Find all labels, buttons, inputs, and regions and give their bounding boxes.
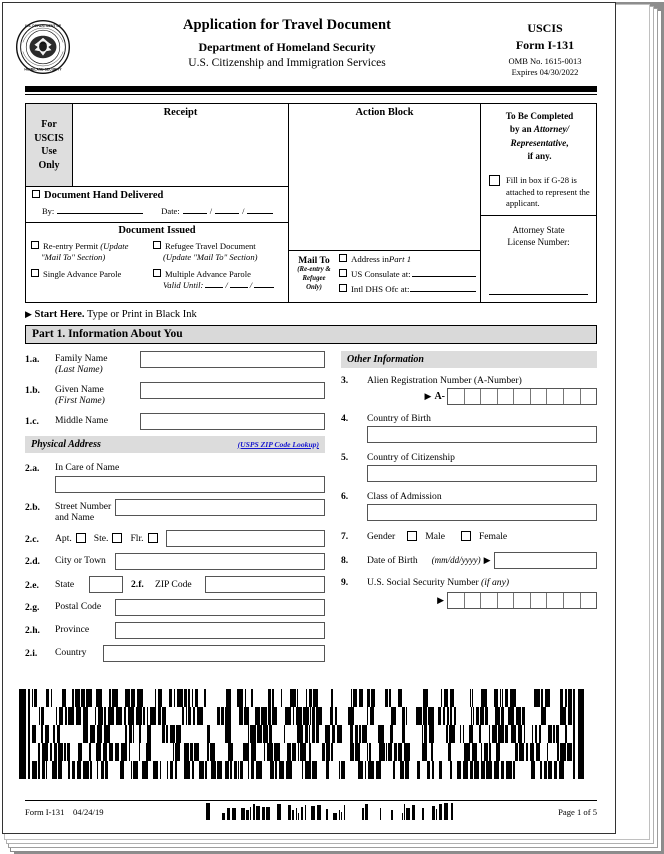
right-column — [325, 351, 597, 668]
apt-checkbox[interactable] — [76, 533, 86, 543]
mail-to-options — [336, 254, 476, 299]
multiple-advance-parole-label: Multiple Advance Parole — [165, 269, 251, 280]
field-given-name-number: 1.b. — [25, 384, 40, 396]
other-information-subheading — [341, 351, 597, 368]
us-consulate-label: US Consulate at: — [351, 268, 411, 279]
field-city-input[interactable] — [115, 553, 325, 570]
for-use-line-4: Only — [38, 159, 60, 171]
gender-male-label: Male — [425, 530, 445, 542]
field-state-zip — [25, 576, 325, 593]
field-family-name-input[interactable] — [140, 351, 325, 368]
field-apt-number: 2.c. — [25, 534, 39, 546]
hand-delivered-checkbox[interactable] — [32, 190, 40, 198]
field-zip-input[interactable] — [205, 576, 325, 593]
field-in-care-of-name — [25, 460, 325, 493]
attorney-license-line-2: License Number: — [507, 237, 570, 248]
apt-ste-flr-group — [55, 533, 162, 545]
start-here-rest: Type or Print in Black Ink — [86, 308, 197, 320]
valid-until-sep-1: / — [225, 280, 228, 291]
footer-revision-date: 04/24/19 — [72, 806, 104, 817]
attorney-heading — [489, 110, 590, 163]
field-class-of-admission-label-row — [341, 491, 597, 502]
pdf417-barcode-icon — [19, 689, 589, 779]
field-city-label: City or Town — [55, 554, 106, 566]
receipt-row — [26, 104, 288, 187]
attorney-license-input[interactable] — [489, 294, 588, 295]
us-consulate-input[interactable] — [412, 276, 476, 277]
header-rule-thin — [25, 94, 597, 95]
page-title: Application for Travel Document — [182, 17, 392, 33]
agency-name: Department of Homeland Security — [198, 40, 376, 54]
footer-barcode-container — [104, 803, 559, 820]
field-middle-name-number: 1.c. — [25, 415, 39, 427]
reentry-permit-checkbox[interactable] — [31, 241, 39, 249]
field-city-number: 2.d. — [25, 555, 40, 567]
footer-form-id — [25, 807, 104, 817]
field-country-number: 2.i. — [25, 647, 38, 659]
expiration-date: Expires 04/30/2022 — [511, 67, 579, 77]
field-middle-name-input[interactable] — [140, 413, 325, 430]
valid-until-month-input[interactable] — [205, 287, 223, 288]
field-in-care-of-input[interactable] — [55, 476, 325, 493]
field-ssn-input[interactable] — [447, 592, 597, 609]
form-number: Form I-131 — [515, 38, 575, 52]
date-sep-2: / — [242, 206, 245, 216]
address-in-part1-checkbox[interactable] — [339, 254, 347, 262]
physical-address-label: Physical Address — [31, 438, 101, 450]
attorney-heading-line-2-pre: by an — [509, 124, 534, 135]
field-ssn-input-row — [341, 592, 597, 609]
field-middle-name-label: Middle Name — [55, 414, 109, 426]
footer-form-number: Form I-131 — [25, 806, 65, 817]
field-street-number-name — [25, 499, 325, 524]
g28-attached-option[interactable] — [489, 175, 590, 209]
reentry-permit-note-2: "Mail To" Section) — [41, 251, 106, 262]
field-street-number: 2.b. — [25, 501, 40, 513]
document-issued-label: Document Issued — [118, 225, 196, 236]
mail-to-option-address-part1[interactable] — [339, 254, 476, 264]
refugee-travel-document-note: (Update "Mail To" Section) — [163, 251, 258, 262]
field-in-care-of-number: 2.a. — [25, 462, 40, 474]
valid-until-year-input[interactable] — [254, 287, 274, 288]
by-label: By: — [42, 206, 55, 216]
gender-female-checkbox[interactable] — [461, 531, 471, 541]
a-number-prefix: A- — [434, 390, 445, 402]
mail-to-section — [289, 251, 480, 302]
reentry-permit-note-1: (Update — [100, 241, 129, 251]
date-month-input[interactable] — [183, 213, 207, 214]
attorney-license-line-1: Attorney State — [512, 224, 565, 235]
gender-female-label: Female — [478, 530, 508, 542]
header-titles — [89, 13, 485, 69]
field-country-of-citizenship-label-row — [341, 452, 597, 463]
for-uscis-use-only-label — [26, 104, 73, 186]
field-class-of-admission-number: 6. — [341, 490, 349, 502]
us-consulate-checkbox[interactable] — [339, 269, 347, 277]
field-ssn-number: 9. — [341, 576, 349, 588]
mail-to-label-group — [292, 254, 336, 299]
a-number-arrow-icon: ▶ — [424, 390, 432, 401]
for-use-line-2: USCIS — [34, 132, 64, 144]
attorney-heading-section — [481, 104, 596, 216]
field-class-of-admission-input[interactable] — [367, 504, 597, 521]
attorney-license-section — [481, 216, 596, 302]
mail-to-sub-2: Refugee — [302, 274, 326, 282]
field-class-of-admission-label: Class of Admission — [367, 490, 442, 502]
refugee-travel-document-option[interactable] — [153, 241, 283, 262]
physical-address-subheading — [25, 436, 325, 453]
valid-until-label: Valid Until: — [163, 280, 204, 291]
flr-label: Flr. — [130, 532, 144, 544]
document-hand-delivered-row — [26, 187, 288, 223]
field-middle-name — [25, 413, 325, 430]
attorney-heading-line-3-em: Representative — [510, 137, 567, 148]
field-gender — [341, 531, 597, 542]
field-zip-number: 2.f. — [131, 578, 144, 590]
field-country-label: Country — [55, 646, 87, 658]
usps-zip-lookup-link[interactable]: (USPS ZIP Code Lookup) — [237, 439, 319, 449]
g28-attached-checkbox[interactable] — [489, 175, 500, 186]
gender-label: Gender — [367, 530, 396, 542]
date-day-input[interactable] — [215, 213, 239, 214]
field-family-name — [25, 351, 325, 376]
address-in-part1-label: Address in — [351, 253, 389, 264]
reentry-permit-option[interactable] — [31, 241, 153, 262]
header-form-meta — [485, 13, 605, 77]
field-given-name-label-2: (First Name) — [55, 395, 105, 407]
issuer-label: USCIS — [527, 21, 563, 35]
date-of-birth-arrow-icon: ▶ — [483, 554, 491, 565]
field-date-of-birth — [341, 552, 597, 569]
start-here-instruction — [25, 309, 597, 320]
field-family-name-number: 1.a. — [25, 353, 40, 365]
attorney-heading-line-1: To Be Completed — [505, 111, 574, 121]
field-apt-ste-flr — [25, 530, 325, 547]
footer-barcode-icon — [206, 803, 456, 820]
form-header — [3, 3, 615, 80]
field-country-of-birth-number: 4. — [341, 412, 349, 424]
field-apt-input[interactable] — [166, 530, 325, 547]
field-given-name-input[interactable] — [140, 382, 325, 399]
action-block-area[interactable] — [289, 104, 480, 251]
start-here-arrow-icon: ▶ — [25, 308, 32, 319]
gender-male-checkbox[interactable] — [407, 531, 417, 541]
svg-text:U.S. DEPARTMENT OF: U.S. DEPARTMENT OF — [24, 23, 62, 28]
mail-to-sub-1: (Re-entry & — [297, 265, 331, 273]
field-street-label-2: and Name — [55, 512, 95, 524]
field-family-name-label — [55, 351, 140, 376]
field-ssn-label-emphasis: (if any) — [481, 576, 510, 588]
omb-number: OMB No. 1615-0013 — [508, 56, 582, 66]
field-date-of-birth-number: 8. — [341, 554, 349, 566]
document-issued-section — [26, 223, 288, 302]
attorney-block-column — [480, 104, 596, 302]
form-footer — [25, 803, 597, 820]
part-1-heading: Part 1. Information About You — [25, 325, 597, 344]
multiple-advance-parole-option[interactable] — [153, 269, 283, 290]
mail-to-option-intl-dhs[interactable] — [339, 284, 476, 294]
field-state-label: State — [55, 578, 75, 590]
refugee-travel-document-label: Refugee Travel Document — [165, 241, 256, 251]
intl-dhs-office-label: Intl DHS Ofc at: — [351, 283, 410, 294]
field-country-of-birth-label-row — [341, 413, 597, 424]
seal-container — [15, 13, 89, 80]
dhs-seal-icon — [15, 19, 71, 75]
date-sep-1: / — [209, 206, 213, 216]
single-advance-parole-option[interactable] — [31, 269, 153, 280]
attorney-license-label — [489, 224, 588, 249]
address-in-part1-emphasis: Part 1 — [388, 253, 412, 264]
field-ssn-label-text: U.S. Social Security Number — [367, 576, 482, 588]
field-postal-input[interactable] — [115, 599, 325, 616]
field-country-of-citizenship-number: 5. — [341, 451, 349, 463]
field-a-number-label: Alien Registration Number (A-Number) — [367, 374, 522, 386]
field-postal-label: Postal Code — [55, 600, 102, 612]
hand-delivered-checkbox-row[interactable] — [32, 190, 282, 201]
mail-to-label: Mail To — [298, 255, 330, 266]
hand-delivered-by-date-row — [32, 206, 282, 216]
header-rule-thick — [25, 86, 597, 92]
form-page — [2, 2, 616, 834]
form-barcode — [19, 689, 589, 779]
receipt-label: Receipt — [163, 107, 198, 118]
field-country-of-citizenship-input[interactable] — [367, 465, 597, 482]
receipt-column — [26, 104, 288, 302]
single-advance-parole-label: Single Advance Parole — [43, 269, 122, 280]
footer-page-number: Page 1 of 5 — [558, 806, 597, 817]
g28-attached-label: Fill in box if G-28 is attached to represent the applicant. — [506, 175, 590, 208]
field-state-input[interactable] — [89, 576, 123, 593]
for-use-line-3: Use — [41, 146, 57, 157]
left-column — [25, 351, 325, 668]
field-street-label-1: Street Number — [55, 500, 112, 512]
action-block-label: Action Block — [355, 107, 414, 118]
field-date-of-birth-input[interactable] — [494, 552, 597, 569]
date-of-birth-label: Date of Birth — [367, 554, 418, 566]
ste-label: Ste. — [93, 532, 109, 544]
field-street-input[interactable] — [115, 499, 325, 516]
mail-to-option-us-consulate[interactable] — [339, 269, 476, 279]
date-year-input[interactable] — [247, 213, 273, 214]
footer-rule — [25, 800, 597, 801]
field-country-of-birth-input[interactable] — [367, 426, 597, 443]
other-information-label: Other Information — [347, 353, 424, 365]
field-a-number-number: 3. — [341, 374, 349, 386]
field-country-input[interactable] — [103, 645, 325, 662]
field-country — [25, 645, 325, 662]
field-family-name-label-1: Family Name — [55, 352, 108, 364]
mail-to-sub-3: Only) — [306, 283, 322, 291]
field-a-number-input-row — [341, 388, 597, 405]
valid-until-day-input[interactable] — [230, 287, 248, 288]
date-of-birth-group — [367, 552, 597, 569]
receipt-field-area[interactable] — [73, 104, 288, 186]
agency-subname: U.S. Citizenship and Immigration Services — [188, 57, 386, 69]
field-given-name — [25, 382, 325, 407]
part-1-body — [25, 351, 597, 668]
field-city-or-town — [25, 553, 325, 570]
valid-until-sep-2: / — [249, 280, 253, 291]
field-province-label: Province — [55, 623, 90, 635]
svg-text:HOMELAND SECURITY: HOMELAND SECURITY — [24, 67, 62, 72]
field-ssn-label — [367, 577, 509, 588]
hand-delivered-label: Document Hand Delivered — [44, 190, 164, 201]
intl-dhs-office-checkbox[interactable] — [339, 284, 347, 292]
multiple-advance-parole-checkbox[interactable] — [153, 269, 161, 277]
refugee-travel-document-checkbox[interactable] — [153, 241, 161, 249]
attorney-heading-line-2-em: Attorney/ — [533, 124, 570, 135]
attorney-heading-line-4: if any. — [527, 151, 552, 162]
uscis-use-only-block — [25, 103, 597, 303]
field-gender-number: 7. — [341, 530, 349, 542]
single-advance-parole-checkbox[interactable] — [31, 269, 39, 277]
date-label: Date: — [161, 206, 180, 216]
field-province-input[interactable] — [115, 622, 325, 639]
gender-options — [367, 531, 507, 542]
date-of-birth-format-hint: (mm/dd/yyyy) — [431, 555, 481, 566]
field-a-number-input[interactable] — [447, 388, 597, 405]
field-given-name-label-1: Given Name — [55, 383, 104, 395]
field-zip-label: ZIP Code — [155, 578, 192, 590]
by-input[interactable] — [57, 213, 143, 214]
field-province — [25, 622, 325, 639]
field-ssn-label-row — [341, 577, 597, 588]
field-street-label — [55, 499, 115, 524]
flr-checkbox[interactable] — [148, 533, 158, 543]
field-state-number: 2.e. — [25, 580, 39, 592]
attorney-heading-line-3-post: , — [566, 137, 569, 148]
intl-dhs-office-input[interactable] — [410, 291, 476, 292]
start-here-bold: Start Here. — [34, 308, 85, 320]
field-postal-number: 2.g. — [25, 601, 40, 613]
field-a-number-label-row — [341, 375, 597, 386]
field-given-name-label — [55, 382, 140, 407]
reentry-permit-label: Re-entry Permit — [43, 241, 99, 251]
apt-label: Apt. — [55, 532, 72, 544]
field-country-of-birth-label: Country of Birth — [367, 412, 431, 424]
field-province-number: 2.h. — [25, 624, 40, 636]
for-use-line-1: For — [41, 119, 57, 130]
action-block-column — [288, 104, 480, 302]
field-country-of-citizenship-label: Country of Citizenship — [367, 451, 455, 463]
field-family-name-label-2: (Last Name) — [55, 364, 103, 376]
ssn-arrow-icon: ▶ — [437, 594, 444, 605]
ste-checkbox[interactable] — [112, 533, 122, 543]
field-postal-code — [25, 599, 325, 616]
field-in-care-of-label: In Care of Name — [55, 461, 120, 473]
